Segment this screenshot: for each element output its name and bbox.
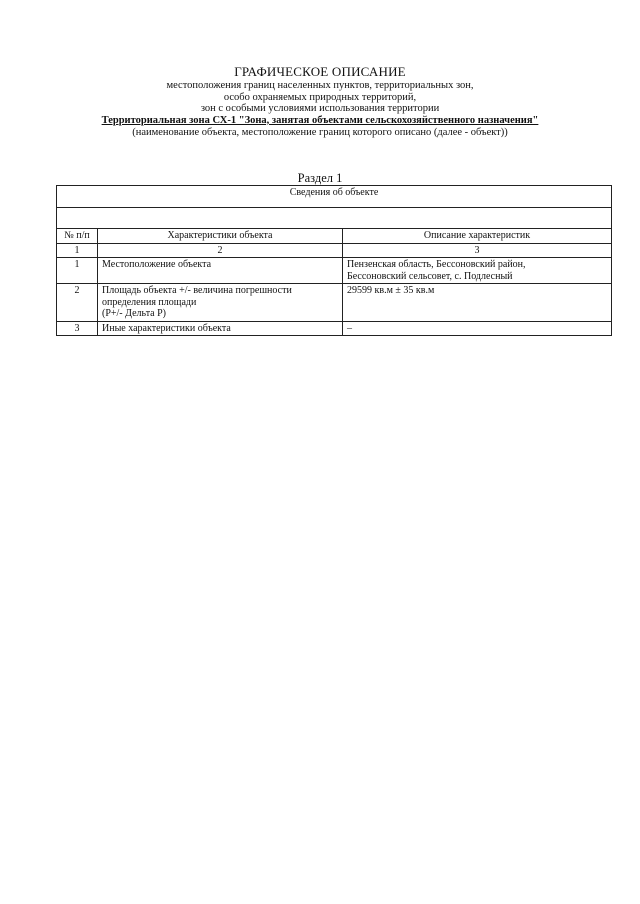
cell-line: 29599 кв.м ± 35 кв.м [347, 285, 435, 296]
column-header-description: Описание характеристик [343, 229, 612, 244]
document-header [0, 64, 640, 139]
object-name-note: (наименование объекта, местоположение границ которого описано (далее - объект)) [132, 126, 508, 138]
cell-line: Площадь объекта +/- величина погрешности [102, 285, 292, 296]
object-info-table [56, 185, 612, 336]
row-description [343, 284, 612, 322]
cell-line: Иные характеристики объекта [102, 322, 231, 334]
table-column-numbers-row [57, 243, 612, 258]
row-description [343, 258, 612, 284]
table-row [57, 258, 612, 284]
row-number: 2 [57, 284, 98, 322]
column-number: 2 [98, 243, 343, 258]
cell-line: Местоположение объекта [102, 259, 212, 270]
column-header-num: № п/п [57, 229, 98, 244]
row-description [343, 321, 612, 336]
cell-line: – [347, 322, 352, 334]
table-title: Сведения об объекте [57, 186, 612, 208]
table-row [57, 321, 612, 336]
row-characteristic [98, 321, 343, 336]
subtitle-line: зон с особыми условиями использования территории [200, 103, 440, 114]
subtitle-line: местоположения границ населенных пунктов, территориальных зон, [166, 80, 474, 91]
cell-line: определения площади [102, 296, 197, 308]
row-number: 3 [57, 321, 98, 336]
table-header-row [57, 229, 612, 244]
row-number: 1 [57, 258, 98, 284]
column-number: 1 [57, 243, 98, 258]
table-row [57, 284, 612, 322]
document-title: ГРАФИЧЕСКОЕ ОПИСАНИЕ [234, 64, 406, 79]
row-characteristic [98, 258, 343, 284]
row-characteristic [98, 284, 343, 322]
object-name: Территориальная зона СХ-1 "Зона, занятая объектами сельскохозяйственного назначения" [101, 114, 539, 126]
cell-line: (P+/- Дельта P) [102, 308, 167, 319]
cell-line: Пензенская область, Бессоновский район, [347, 259, 526, 270]
column-number: 3 [343, 243, 612, 258]
table-blank-row [57, 208, 612, 229]
section-heading: Раздел 1 [297, 171, 343, 185]
column-header-characteristic: Характеристики объекта [98, 229, 343, 244]
cell-line: Бессоновский сельсовет, с. Подлесный [347, 270, 513, 282]
subtitle-line: особо охраняемых природных территорий, [223, 91, 417, 103]
